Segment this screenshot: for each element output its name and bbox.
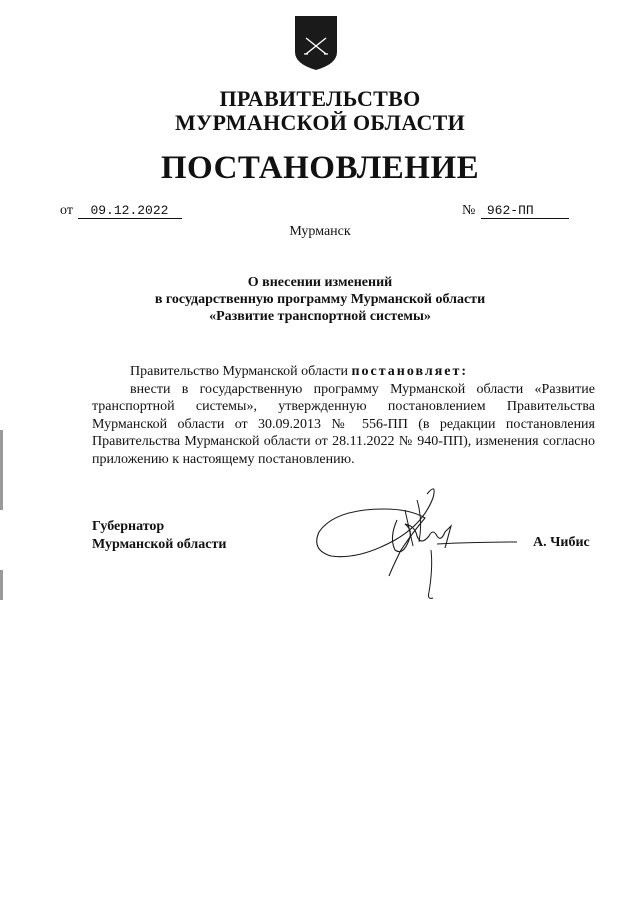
document-body bbox=[92, 363, 595, 468]
city-name: Мурманск bbox=[289, 224, 351, 239]
org-name-line2: МУРМАНСКОЙ ОБЛАСТИ bbox=[174, 110, 466, 135]
number-value: 962-ПП bbox=[481, 204, 569, 219]
subject-line3: «Развитие транспортной системы» bbox=[209, 309, 431, 324]
date-field bbox=[60, 203, 182, 219]
scan-margin-mark bbox=[0, 430, 3, 510]
signatory-name: А. Чибис bbox=[533, 535, 590, 550]
signatory-title bbox=[92, 518, 226, 553]
subject-line1: О внесении изменений bbox=[247, 275, 393, 290]
subject-line2: в государственную программу Мурманской области bbox=[154, 292, 486, 307]
org-name-line1: ПРАВИТЕЛЬСТВО bbox=[219, 86, 421, 111]
date-value: 09.12.2022 bbox=[78, 204, 182, 219]
body-intro bbox=[92, 363, 595, 381]
number-prefix: № bbox=[462, 203, 476, 218]
number-field bbox=[462, 203, 569, 219]
date-prefix: от bbox=[60, 203, 73, 218]
document-type: ПОСТАНОВЛЕНИЕ bbox=[160, 150, 480, 186]
document-subject bbox=[0, 274, 640, 325]
signatory-title-line1: Губернатор bbox=[92, 519, 165, 534]
scan-margin-mark bbox=[0, 570, 3, 600]
signatory-title-line2: Мурманской области bbox=[92, 536, 227, 552]
intro-emphasis: постановляет: bbox=[351, 364, 469, 379]
body-decree: внести в государственную программу Мурманской области «Развитие транспортной системы», утвержденную постановлением Правительства Мурманской области от 30.09.2013 № 556-ПП (в редакции постановления Правительства Мурманской области от 28.11.2022 № 940-ПП), изменения согласно приложению к настоящему постановлению. bbox=[92, 381, 595, 467]
coat-of-arms-icon bbox=[293, 14, 339, 72]
handwritten-signature bbox=[305, 480, 520, 605]
intro-text: Правительство Мурманской области bbox=[130, 364, 352, 379]
